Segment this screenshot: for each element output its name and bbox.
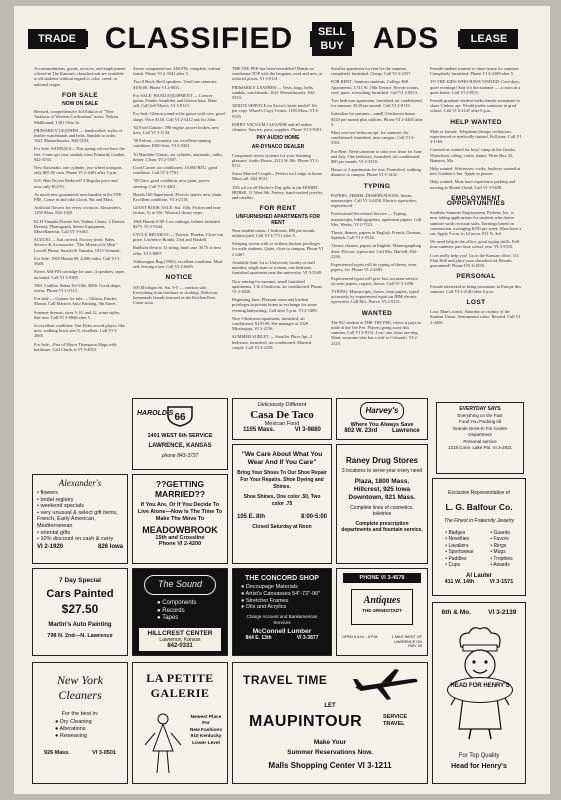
balfour-top: Exclusive Representative of [448, 490, 510, 496]
bullet-icon: • [445, 549, 449, 556]
antiques-sign [351, 589, 413, 625]
employment-item: I can really help you! Go to the Kansan office, 111 Flint Hall and place your classified ad. Results guaranteed! Phone UN 4-4358. [430, 252, 519, 269]
maupintour-headline: TRAVEL TIME [243, 673, 328, 687]
list-item: • Favors [490, 536, 509, 543]
bullet-icon: ● [55, 719, 60, 725]
raney-name: Raney Drug Stores [345, 456, 419, 465]
shoe-body: Bring Your Shoes To Our Shoe Repair For Your Repairs. Shoe Dyeing and Shines. [237, 470, 327, 490]
column-5 [430, 66, 522, 328]
alexanders-phone: VI 2-1920 [37, 543, 64, 550]
harveys-ad [336, 398, 428, 440]
lost-text: Lost: Man's watch, Saturday at vicinity of the Student Union. Sentimental value. Reward. Call VI 2-4456. [430, 309, 521, 325]
sound-phone: 842-0331 [167, 642, 193, 649]
alexanders-list [37, 490, 123, 543]
harolds-address: 1401 WEST 6th SERVICE [147, 433, 213, 439]
list-item: • Lavaliers [445, 542, 469, 549]
ad-item: Honda 160 Superhawk. Electric starter, new chain. Excellent condition. VI 3-2118. [133, 191, 223, 203]
typing-item: Theses, themes, papers in English. Mimeographing done. Electric typewriter. Call Mrs. Harvell, 842-2236. [331, 243, 421, 259]
typing-header: TYPING [363, 182, 391, 190]
cars-address: 798 N. 2nd—N. Lawrence [47, 633, 113, 639]
the-sound-ad [132, 568, 228, 656]
column-2 [133, 66, 225, 308]
balfour-col-2 [490, 530, 512, 570]
henrys-address: 6th & Mo. [441, 609, 471, 616]
ad-item: Stereo component set, AM-FM, complete, walnut finish. Phone VI 2-3341 after 5. [133, 66, 221, 77]
balfour-sub: The Finest in Fraternity Jewelry [444, 518, 514, 524]
notice-text: 505 Michigan St. Sat. 9-5 — outdoor sale. Everything from furniture to clothing. Delicious homemade breads featured at the Kitchen Fare. Come soon. [133, 284, 218, 306]
cars-price: $27.50 [61, 602, 99, 616]
casa-address: 1105 Mass. [243, 427, 275, 433]
employment-item: Students Summer Employment. Pickens, Inc. is now taking applications for students who desire summer work on route sales. Earnings based on commission, averaging $150 per week. Must have a car. Apply 9 a.m. to 12 noon, 811 N. 3rd. [430, 210, 522, 237]
new-york-cleaners-ad [32, 662, 128, 784]
rent-item: SUMMER SUBLET — Stouffer Place Apt. 2 bedroom, furnished, air conditioned. Married couple. Call VI 3-2258. [232, 334, 312, 350]
galerie-name-2: GALERIE [150, 686, 210, 700]
shoe-prices: Shoe Shines, One color .50, Two color .75 [243, 494, 321, 507]
casa-contact [233, 427, 331, 433]
bullet-icon: ● [241, 597, 246, 604]
meadowbrook-address: 15th and Crossline [155, 535, 205, 542]
maupintour-pre: LET [324, 703, 336, 709]
shoe-address: 105 E. 8th [237, 514, 266, 520]
shoe-hours: 8:00-5:00 [300, 514, 327, 520]
alexanders-address: 826 Iowa [97, 543, 123, 550]
harveys-city: Lawrence [391, 428, 420, 434]
shoe-repair-ad [232, 444, 332, 564]
sound-center: HILLCREST CENTER [147, 629, 213, 637]
personal-header: PERSONAL [456, 273, 496, 281]
maupintour-service: SERVICE TRAVEL [383, 714, 408, 727]
list-item: ● Alterations [55, 726, 86, 732]
ny-phone: VI 3-0501 [92, 750, 116, 756]
bullet-icon: • [37, 536, 41, 543]
harveys-line1: Where You Always Save [350, 422, 414, 428]
ad-item: In excellent condition: Van Dyke record player, like new; walking boots size 8, excellent. Call VI 3-2665. [34, 322, 125, 339]
henrys-line2: Head for Henry's [451, 763, 507, 770]
rent-item: Female graduate student seeks female roommate to share 2 bdrm. apt. Would prefer someone in grad school. Call VI 3-2147 after 6 p.m. [430, 98, 520, 114]
shoe-headline: "We Care About What You Wear And If You Care" [241, 451, 323, 466]
antiques-sub: THE GRINDSTADT [362, 608, 402, 613]
sell-buy-tag [312, 22, 352, 56]
everyday-line: Food You Packing All [458, 419, 502, 424]
everyday-line: Everything on the Fast [457, 412, 503, 418]
airplane-icon [351, 667, 421, 701]
for-sale-header: FOR SALE [61, 91, 99, 99]
harveys-address [337, 428, 427, 434]
list-item: ● Stretcher Frames [241, 597, 289, 604]
fashion-figure-icon [141, 711, 185, 775]
bullet-icon: ● [157, 600, 163, 606]
ad-item: GIANT BOOK SALE: Sat. 10th, Fiction and non-fiction, 5c to 50c. Watson Library steps. [133, 205, 222, 216]
maupintour-line3: Malls Shopping Center VI 3-1211 [268, 761, 392, 770]
harveys-logo: Harvey's [360, 402, 404, 420]
bullet-icon: • [37, 490, 41, 496]
ad-item: Baldwin electric 12 string, hard case. $175 or best offer. VI 3-8897. [133, 245, 222, 256]
list-item: • bridal registry [37, 496, 74, 503]
bullet-icon: • [490, 549, 494, 556]
now-on-sale-subheader: NOW ON SALE [62, 101, 98, 108]
casa-name: Casa De Taco [250, 409, 314, 421]
bullet-icon: • [445, 562, 449, 569]
rent-item: House or 2 apartments for rent. Furnished, walking distance to campus. Phone VI 3-1432. [331, 167, 421, 178]
harolds-city: LAWRENCE, KANSAS [148, 443, 212, 449]
ads-title: ADS [354, 20, 458, 58]
ad-item: '64 Ford Galaxie, 390 engine, power brakes, new tires. Call VI 3-1134. [133, 124, 220, 136]
list-item: ● Dry Cleaning [55, 719, 92, 725]
ad-item: '58 Falcon—economy car, excellent running condition. $300 firm. VI 3-3302. [133, 138, 211, 149]
shoe-contact [237, 514, 327, 520]
notice-header: NOTICE [165, 274, 193, 282]
ad-item: 1961 Cadillac Sedan De Ville, $850. Good shape, extras. Phone VI 2-3312. [34, 282, 122, 293]
henrys-ad [432, 602, 526, 784]
typing-item: Experienced typist will give fast, accurate service on term papers, reports, theses. Call VI 3-1498. [331, 275, 419, 286]
ad-item: KIRBY VACUUM CLEANER and all makes cleaners. Service, parts, supplies. Phone VI 3-9101. [232, 121, 323, 133]
concord-phone: VI 3-3877 [296, 635, 319, 642]
balfour-address-row [437, 579, 521, 585]
wanted-header: WANTED [361, 309, 393, 317]
balfour-address: 411 W. 14th [444, 579, 475, 586]
ad-item: Component stereo systems for your listening pleasure. Audio House, 2313 W. 8th. Phone VI 2-8111. [232, 152, 319, 169]
bullet-icon: • [490, 542, 494, 549]
ad-item: '61 Rambler Classic, six cylinder, automatic, radio, heater. Clean. VI 2-5567. [133, 151, 223, 162]
bullet-icon: • [37, 496, 41, 503]
balfour-lists [437, 530, 521, 570]
raney-tag: 3 locations to serve your every need [341, 468, 423, 474]
buy-label: BUY [320, 40, 344, 52]
list-item: • Sportswear [445, 549, 474, 556]
personal-text: Female interested in being roommate in Europe this summer. Call VI 3-4140 after 6 p.m. [430, 283, 522, 294]
ad-item: KLH Yamaha Dinette Set, Walnut Chairs, 2 Drawer Dresser, Phonograph, Stereo Equipment, Miscellaneous. Call VI 3-5461. [34, 218, 125, 235]
maupintour-line2: Summer Reservations Now. [287, 749, 373, 756]
rent-item: Available June 1st to University faculty or staff member, single man or woman, one bedroom furnished apartment near the university. VI 3-5549. [232, 259, 323, 276]
list-item: • Rings [490, 542, 507, 549]
ad-item: CYCLE HELMETS — Dayton. Hondas. Close-out price. Lawrence Honda, 23rd and Haskell. [133, 232, 224, 243]
rent-item: Female student wanted to share house for summer. Completely furnished. Phone VI 3-4108 after 5. [430, 66, 520, 77]
everyday-line: Grande Drive-In For Center [452, 425, 508, 431]
list-item: • Guards [490, 529, 510, 536]
column-4 [331, 66, 423, 349]
list-item: • weekend specials [37, 503, 84, 510]
badge-number: 66 [174, 412, 186, 423]
balfour-ad [432, 478, 526, 596]
list-item: • very unusual & select gift items, French, Early American, Mediterranean [37, 509, 118, 529]
alexanders-contact [37, 544, 123, 550]
ad-item: For Sale — Guitars for sale — Gibson, Fender, Martin. Call Martin's Auto Painting, 9th Street. [34, 296, 117, 307]
raney-location: Plaza, 1800 Mass. [354, 477, 410, 485]
list-item: ● Tapes [157, 615, 179, 621]
harolds-phone: phone 843-3737 [161, 453, 199, 459]
ny-contact [33, 750, 127, 756]
list-item: ● Components [157, 600, 197, 606]
casa-phone: VI 3-9880 [294, 427, 321, 433]
raney-line1: Complete lines of cosmetics, toiletries [350, 504, 414, 517]
antiques-footer [342, 635, 422, 649]
bullet-icon: • [37, 503, 41, 510]
ad-item: For Sale: Gibson sound-a-lite guitar with case, good shape. Price $150. Call VI 2-3412 ask for John. [133, 111, 225, 122]
casa-sub: Mexican Food [264, 421, 300, 427]
maupintour-ad [232, 662, 428, 784]
galerie-name-1: LA PETITE [146, 671, 214, 685]
list-item: • oriental gifts [37, 529, 71, 536]
rent-item: Beginning June: Pleasant room and kitchen privileges in private home in exchange for some evening babysitting. Call after 5 p.m. VI 2-5488. [232, 297, 318, 313]
list-item: ● Oils and Acrylics [241, 604, 287, 611]
sound-logo: The Sound [144, 575, 216, 595]
classified-banner [28, 18, 518, 58]
ad-item: XEROX SERVICE on Xerox's latest model! 10c per copy. Wheel's Copy Center, 1105 Mass. VI 3-5516. [232, 103, 319, 119]
wanted-text: The KU student at THE TEE PEE, where it pays to trade at the Tee Pee. Players going away this summer. Call VI 3-9131. Lost: one clean ear-ring. Want: someone who has a ride to Colorado. VI 2-2318. [331, 319, 421, 346]
antiques-ad [336, 568, 428, 656]
ad-item: 10% off on all Mother's Day gifts at the HOBBY HORSE, 11 West 9th. Pottery, hand-crafted jewelry, and candles. [232, 184, 324, 201]
ny-items [55, 719, 127, 740]
ny-name-1: New York [57, 673, 103, 687]
sound-items [157, 600, 227, 623]
audio-subheader: PAY AUDIO HOME [256, 135, 300, 142]
column-1 [34, 66, 126, 355]
list-item: • Mugs [490, 549, 506, 556]
ny-tag: For the best in: [61, 711, 99, 717]
dealer-subheader: AR-DYNACO DEALER [251, 144, 305, 151]
maupintour-line1: Make Your [313, 739, 347, 746]
typing-item: Experienced typist will do typing of theses, term papers, etc. Phone VI 2-4483. [331, 262, 417, 273]
antiques-phone: PHONE VI 3-4578 [343, 573, 421, 583]
everyday-says-ad [436, 402, 524, 474]
sound-city: Lawrence, Kansas [159, 636, 201, 643]
harolds-ad [132, 398, 228, 470]
bullet-icon: ● [55, 726, 60, 732]
balfour-name: L. G. Balfour Co. [445, 502, 513, 512]
help-item: Help wanted: Waitresses, cooks, busboys wanted at new Gardner's Inn. Apply in person. [430, 166, 521, 177]
column-3 [232, 66, 324, 353]
la-petite-galerie-ad [132, 662, 228, 784]
alexanders-name: Alexander's [58, 478, 102, 488]
bullet-icon: • [445, 529, 449, 536]
cars-headline: Cars Painted [46, 588, 114, 600]
concord-owner: McConnell Lumber [252, 628, 312, 636]
cars-shop: Martin's Auto Painting [48, 622, 112, 628]
list-item: • Paddles [445, 555, 467, 562]
ad-item: For Sale: 1965 Honda 90, 4,000 miles. Call VI 3-5648. [34, 255, 121, 267]
help-wanted-header: HELP WANTED [450, 118, 502, 126]
harolds-name: HAROLD'S [137, 410, 174, 417]
ad-item: For Sale: SANDALS—This spring wit not have the feet. Come get your sandals from Primarily Leather. 842-5533. [34, 146, 126, 162]
ad-item: New Kawasaki, one cylinder, two wheel transport, only $65.00 cash. Phone VI 2-4481 after 5 p.m. [34, 165, 123, 176]
ad-item: THE TEE PEE has been remodeled! Hands on warehouse TOP with the bargains, used and new, at reduced prices. VI 3-9131. [232, 66, 323, 82]
ad-item: For SALE: HAND EQUIPMENT — Lowrey guitar, Fender Amplifier and Gibson bass. Must sell. Call Jeff Myers, VI 3-8123. [133, 92, 217, 109]
bullet-icon: • [445, 555, 449, 562]
meadowbrook-headline: ??GETTING MARRIED?? [154, 479, 206, 499]
bullet-icon: ● [157, 615, 163, 621]
raney-location: Downtown, 921 Mass. [348, 493, 416, 501]
concord-shop-ad [232, 568, 332, 656]
ad-item: As much new guaranteed merchandise at the TEE PEE. Come in and take a look. 9th and Mass. [34, 191, 122, 203]
bullet-icon: • [490, 529, 494, 536]
shoe-closed: Closed Saturday at Noon [252, 524, 312, 530]
concord-items [241, 584, 331, 611]
galerie-side: Newest Place For New Fashions 910 Kentucky Lower Level [189, 715, 223, 746]
rent-item: Now renting for summer, small furnished apartments. 1 & 2 bedroom, air conditioned. Phone VI 2-4820. [232, 278, 322, 294]
ad-item: Two 8 Book Shelf speakers. Used one semester. $100.00. Phone VI 2-8831. [133, 79, 218, 90]
raney-locations [341, 478, 423, 502]
list-item: • Novelties [445, 536, 470, 543]
ny-address: 926 Mass. [44, 750, 71, 756]
rent-item: FOR RENT: Summer students, College Hill Apartments, 1741 W. 19th Terrace. Private rooms, cool, quiet, everything furnished. Call VI 2-8213. [331, 79, 420, 95]
ad-item: '58 Chev. good condition, new paint, power steering. Call VI 2-4461. [133, 178, 210, 189]
casa-tagline: Deliciously Different [257, 402, 307, 408]
ad-item: PRIMARILY LEATHER — handcrafted, styles of leather watchbands and belts. Sandals to order. 1621 Massachusetts, 842-5533. [34, 127, 123, 144]
concord-contact [233, 635, 331, 641]
list-item: • Trophies [490, 555, 513, 562]
bullet-icon: • [445, 542, 449, 549]
everyday-line: Personal service [463, 438, 497, 444]
lost-header: LOST [466, 298, 486, 306]
henrys-phone: VI 3-2139 [488, 609, 517, 616]
rent-item: Stouffer apartment for rent for the summer, completely furnished. Cheap. Call VI 3-2357. [331, 66, 412, 77]
list-item: ● Records [157, 607, 185, 614]
rent-item: Must rent one bedroom apt. for summer. Air conditioned, furnished, near campus. Call VI 3-5581. [331, 130, 415, 146]
intro-notice: Accommodations, goods, services, and employment offered in The Kansan's classified ads are available to all students without regard to color, creed, or national origin. [34, 66, 126, 87]
ad-item: Summer dresses, sizes 5-10, and 12, some styles, like new. Call VI 3-8848 after 5. [34, 309, 121, 320]
rent-item: For Rent: Need someone to take over lease for June and July. One bedroom, furnished, air conditioned. $90 per month. VI 2-3310. [331, 148, 422, 165]
list-item: ● Reweaving [55, 733, 88, 739]
employment-header: EMPLOYMENT OPPORTUNITIES [446, 194, 506, 208]
ad-item: PRIMARILY LEATHER — Vests, bags, belts, sandals, watchbands. 1621 Massachusetts. 842-5533. [232, 84, 316, 101]
meadowbrook-body: If You Are, Or If You Decide To Live Alone—Now Is The Time To Make The Move To [137, 502, 223, 522]
maupintour-name: MAUPINTOUR [249, 713, 363, 730]
trade-tag: TRADE [28, 29, 86, 49]
everyday-title: EVERYDAY SAYS [459, 406, 501, 412]
typing-item: Professional Secretarial Service — Typing, manuscripts, bibliographies, apartment papers. Call Mrs. Weeks, VI 2-7123. [331, 211, 422, 227]
ny-name-2: Cleaners [58, 688, 102, 702]
everyday-line: Department [468, 432, 492, 437]
meadowbrook-ad [132, 474, 228, 564]
ad-item: 1966 Honda S-90. Low mileage, helmet included. $275. VI 3-5544. [133, 218, 221, 229]
list-item: ● Decoupage Materials [241, 584, 298, 590]
bullet-icon: ● [241, 604, 246, 611]
bullet-icon: • [490, 555, 494, 562]
balfour-col-1 [445, 530, 473, 570]
rent-item: Near student union, 1 bedroom, $80 per month, utilities paid. Call VI 3-7711 after 5. [232, 227, 316, 239]
henrys-header [433, 609, 525, 616]
concord-name: THE CONCORD SHOP [245, 575, 319, 582]
list-item: • flowers [37, 490, 58, 496]
alexanders-ad [32, 474, 128, 564]
bullet-icon: ● [241, 590, 246, 597]
typing-item: Thesis, themes, papers in English, French, German, Spanish. Call VI 3-5518. [331, 230, 422, 241]
ad-item: SUZUKI — Just arrived, Factory fresh. Sales, Service & Accessories. "The Motorcycle Man." Lowell Phone, Suzuki & Yamaha, 1013 Vermont. [34, 237, 121, 253]
rent-item: Two bedroom apartment, furnished, air conditioned, for summer. $120 per month. Call VI 2-9119. [331, 98, 423, 109]
antiques-hours: OPEN 9 A.M. - 6 P.M. [342, 635, 379, 639]
for-rent-header: FOR RENT [259, 205, 297, 213]
sell-label: SELL [317, 26, 347, 38]
antiques-location: 1 MILE WEST OF LAWRENCE ON HWY 40 [391, 635, 422, 649]
lease-tag: LEASE [460, 29, 518, 49]
henrys-badge: HEAD FOR HENRY'S [447, 677, 513, 703]
sound-address-panel [139, 628, 221, 651]
bullet-icon: ● [157, 607, 163, 614]
ad-item: Sister Married Couple—Perfect for Lodge in house. Must call. 842-9121. [232, 171, 324, 182]
ad-item: Used Carrier air conditioner, 10,000 BTU, good condition. Call VI 3-7781. [133, 165, 218, 176]
list-item: ● Artist's Canvasses 54"-72"-90" [241, 590, 321, 597]
meadowbrook-name: MEADOWBROOK [142, 525, 218, 536]
bullet-icon: ● [55, 733, 60, 739]
cars-painted-ad [32, 568, 128, 656]
rent-item: Subsidize for summer—small 3-bedroom house. $120 per month plus utilities. Phone VI 2-4465 after 5. [331, 111, 423, 127]
casa-de-taco-ad [232, 398, 332, 440]
everyday-line: 1218 Conn. Lake Pal. VI 3-2921 [447, 445, 513, 450]
raney-line2: Complete prescription departments and fountain service. [341, 520, 423, 533]
concord-line: Charge Account and Bankamerican Services [246, 614, 318, 625]
concord-address: 844 E. 13th [245, 635, 272, 642]
ad-item: G.E. Hair Dryers Reduced! 3 Regular price and now only $12.95. [34, 178, 118, 189]
help-item: Help wanted: Must have experience parking and moving at Mount Oread. Call VI 3-5408. [430, 179, 516, 190]
apartments-subheader: UNFURNISHED APARTMENTS FOR RENT [236, 214, 320, 226]
bullet-icon: • [37, 529, 41, 536]
rent-item: Sleeping rooms with or without kitchen privileges for male students. Quiet, close to campus. Phone VI 2-2467. [232, 241, 324, 257]
list-item: • Cups [445, 562, 461, 569]
classified-title: CLASSIFIED [88, 20, 310, 58]
henrys-line1: For Top Quality [458, 753, 500, 759]
antiques-name: Antiques [363, 595, 401, 606]
rent-item: Nice 3-bedroom apartment, furnished, air conditioned, $150.00. See manager at 1029 Mississippi, VI 3-2156. [232, 315, 309, 332]
typing-item: TYPING: Manuscripts, theses, term papers, typed accurately by experienced typist on IBM electric typewriter. Call Mrs. Pierce, VI 2-9121. [331, 288, 419, 305]
ad-item: Volkswagen Bug (1965), excellent condition. Must sell, leaving town. Call VI 2-6685. [133, 258, 223, 270]
list-item: • Badges [445, 529, 466, 536]
bullet-icon: • [445, 536, 449, 543]
rent-item: TO THE KIDS WHO HAVE VISITED: Cool days, quiet evenings! Stay for the summer — a room in a quiet home. Call VI 2-8511. [430, 79, 521, 95]
ad-item: Stereo AM-FM cartridge for auto, 4 speakers, tapes included. Call VI 3-9389. [34, 269, 125, 280]
help-item: Male or female. Telephone therapy technician, experienced or medically trained. Full time. Call VI 3-1160. [430, 128, 521, 145]
raney-location: Hillcrest, 925 Iowa [353, 485, 411, 493]
help-item: Counselors wanted for boys' camp in the Ozarks. Waterfront, riding, crafts, tennis. Write Box 32, Branson, Mo. [430, 147, 517, 163]
employment-item: We need help in the office, good typing skills. Full time summer, part time school year. VI 3-5533. [430, 239, 519, 250]
raney-drug-ad [336, 444, 428, 564]
meadowbrook-phone: Phone VI 2-4200 [158, 541, 202, 548]
ad-item: Revised, comprehensive 3rd Edition of "New Analysis of Western Civilization" notes. Nelson Mailbound, 1301 Ohio St. [34, 109, 119, 125]
list-item: • Awards [490, 562, 510, 569]
typing-item: PAPERS, TERMS, DISSERTATIONS, theses, manuscripts. Call VI 3-4450. Electric typewriter, experienced. [331, 192, 417, 209]
harveys-street: 802 W. 23rd [344, 428, 378, 434]
bullet-icon: • [37, 509, 41, 516]
ad-item: Artificial flowers for every occasion. Alexander's, 1250 Mass. 842-1920. [34, 205, 122, 216]
balfour-contact: Al Lauter [465, 573, 492, 580]
bullet-icon: ● [241, 584, 246, 590]
ad-item: For Sale—Pair of Motor Thompson Mags with hardware. Call Chuck at VI 3-4553. [34, 341, 117, 352]
bullet-icon: • [490, 536, 494, 543]
cars-tag: 7 Day Special [59, 577, 101, 584]
balfour-phone: VI 3-1571 [489, 579, 514, 586]
list-item: • 10% discount on cash & carry [37, 536, 114, 543]
bullet-icon: • [490, 562, 494, 569]
